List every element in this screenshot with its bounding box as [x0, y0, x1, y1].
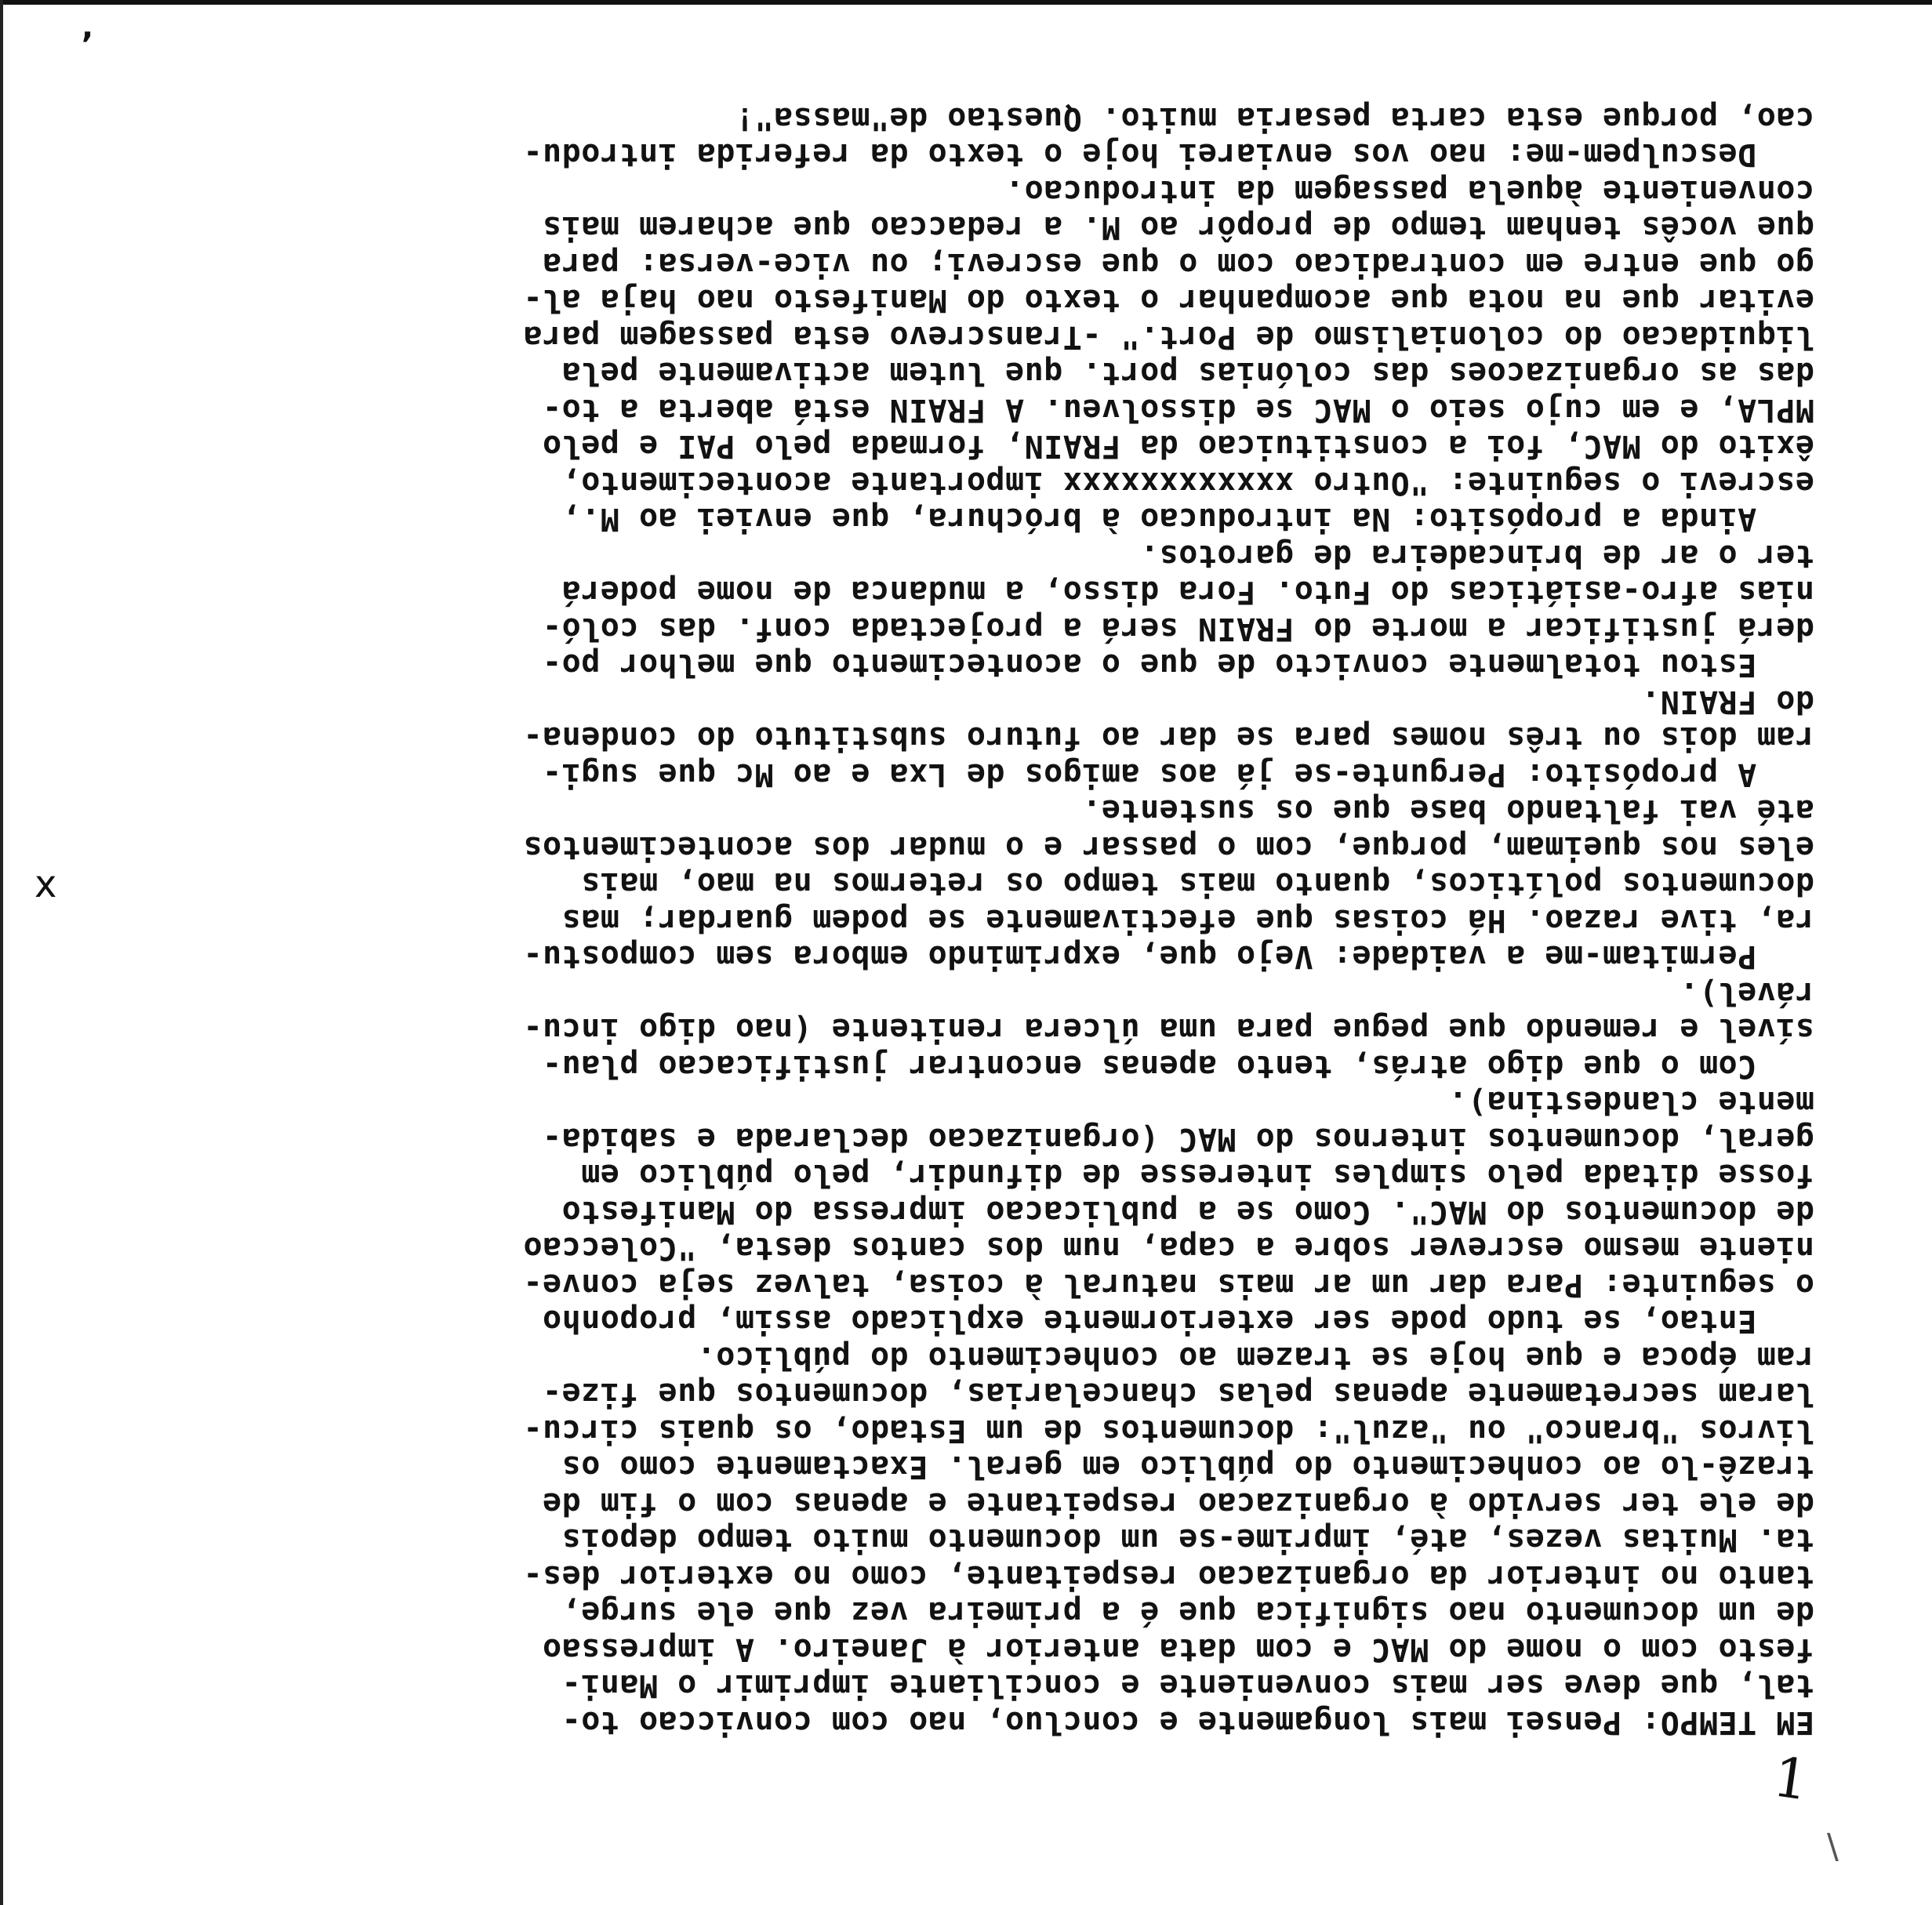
text-line: das as organizacoes das colónias port. que lutem activamente pela	[561, 355, 1814, 392]
text-line: rável).	[1679, 975, 1814, 1011]
text-line: derá justificar a morte do FRAIN será a projectada conf. das coló-	[542, 611, 1814, 647]
text-line: mente clandestina).	[1447, 1084, 1814, 1121]
text-line: festo com o nome do MAC e com data anterior à Janeiro. A impressao	[542, 1631, 1814, 1667]
text-line: sível e remendo que pegue para uma úlcera renitente (nao digo incu-	[523, 1011, 1814, 1048]
margin-comma-mark: ,	[82, 9, 94, 45]
text-line: Com o que digo atrás, tento apenas encontrar justificacao plau-	[542, 1048, 1814, 1084]
text-line: liquidacao do colonialismo de Port." -Transcrevo esta passagem para	[523, 319, 1814, 355]
text-line: ra, tive razao. Há coisas que efectivamente se podem guardar; mas	[561, 902, 1814, 938]
typewritten-text	[11, 100, 1814, 1741]
text-line: Desculpem-me: nao vos enviarei hoje o texto da referida introdu-	[523, 136, 1814, 173]
text-line: ta. Muitas vezes, até, imprime-se um documento muito tempo depois	[561, 1522, 1814, 1558]
text-line: ter o ar de brincadeira de garotos.	[1139, 538, 1814, 574]
text-line: EM TEMPO: Pensei mais longamente e concluo, nao com conviccao to-	[561, 1704, 1814, 1740]
text-line: de um documento nao significa que é a primeira vez que ele surge,	[561, 1595, 1814, 1631]
text-line: MPLA, e em cujo seio o MAC se dissolveu. A FRAIN está aberta a to-	[542, 392, 1814, 428]
text-line: conveniente àquela passagem da introducao.	[1004, 173, 1814, 209]
text-line: de documentos do MAC". Como se a publicacao impressa do Manifesto	[561, 1194, 1814, 1230]
text-line: de ele ter servido à organizacao respeitante e apenas com o fim de	[542, 1486, 1814, 1522]
text-line: cao, porque esta carta pesaria muito. Questao de"massa"!	[735, 100, 1814, 136]
text-line: Permitam-me a vaidade: Vejo que, exprimindo embora sem compostu-	[523, 938, 1814, 975]
text-line: escrevi o seguinte: "Outro xxxxxxxxxxxx importante acontecimento,	[561, 465, 1814, 501]
margin-cross-mark: x	[34, 862, 57, 906]
text-line: livros "branco" ou "azul": documentos de um Estado, os quais circu-	[523, 1413, 1814, 1449]
text-line: até vai faltando base que os sustente.	[1081, 793, 1814, 829]
text-line: do FRAIN.	[1640, 684, 1814, 720]
text-line: Ainda a propósito: Na introducao à bróchura, que enviei ao M.,	[561, 501, 1814, 538]
margin-tick-mark: \	[1827, 1827, 1839, 1867]
text-line: A propósito: Pergunte-se já aos amigos de Lxa e ao Mc que sugi-	[542, 757, 1814, 793]
text-line: êxito do MAC, foi a constituicao da FRAIN, formada pelo PAI e pelo	[542, 428, 1814, 465]
text-line: fosse ditada pelo simples interesse de difundir, pelo público em	[580, 1157, 1814, 1194]
text-line: o seguinte: Para dar um ar mais natural à coisa, talvez seja conve-	[523, 1267, 1814, 1303]
text-line: geral, documentos internos do MAC (organizacao declarada e sabida-	[542, 1121, 1814, 1157]
text-line: eles nos queimam, porque, com o passar e o mudar dos acontecimentos	[523, 829, 1814, 865]
text-line: que vocês tenham tempo de propôr ao M. a redaccao que acharem mais	[542, 209, 1814, 246]
text-line: laram secretamente apenas pelas chancelarias, documentos que fize-	[542, 1376, 1814, 1413]
text-line: evitar que na nota que acompanhar o texto do Manifesto nao haja al-	[523, 282, 1814, 319]
text-line: trazê-lo ao conhecimento do público em geral. Exactamente como os	[561, 1449, 1814, 1486]
text-line: ram dois ou três nomes para se dar ao futuro substituto do condena-	[523, 720, 1814, 757]
text-line: documentos políticos, quanto mais tempo os retermos na mao, mais	[580, 865, 1814, 902]
text-line: nias afro-asiáticas do Futo. Fora disso, a mudanca de nome poderá	[561, 574, 1814, 611]
text-line: go que entre em contradicao com o que escrevi; ou vice-versa: para	[542, 246, 1814, 282]
text-line: Estou totalmente convicto de que o acontecimento que melhor po-	[542, 647, 1814, 684]
text-line: niente mesmo escrever sobre a capa, num dos cantos desta, "Coleccao	[523, 1230, 1814, 1267]
handwritten-page-number: 1	[1769, 1744, 1814, 1813]
text-line: ram época e que hoje se trazem ao conhecimento do público.	[696, 1340, 1814, 1376]
text-line: tanto no interior da organizacao respeitante, como no exterior des-	[523, 1558, 1814, 1595]
text-line: tal, que deve ser mais conveniente e conciliante imprimir o Mani-	[561, 1667, 1814, 1704]
text-line: Entao, se tudo pode ser exteriormente explicado assim, proponho	[542, 1303, 1814, 1340]
